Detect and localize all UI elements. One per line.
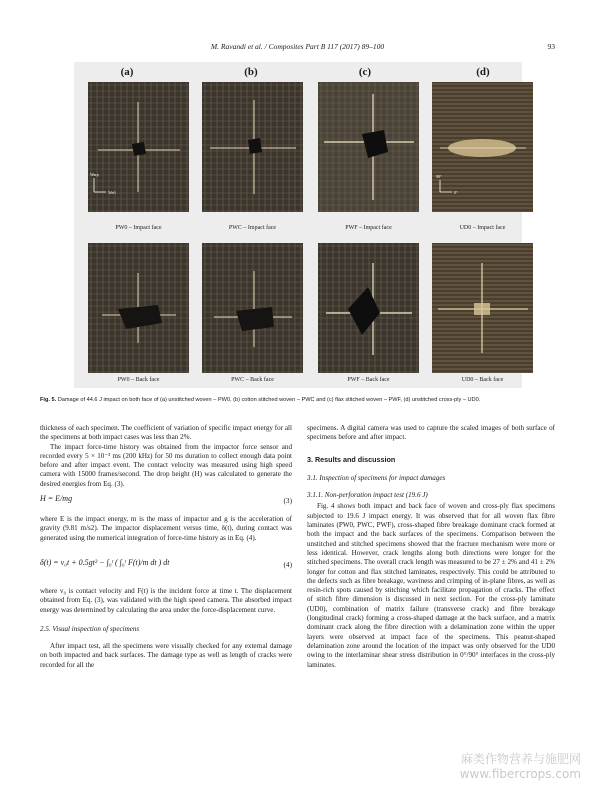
label-pwf-back: PWF – Back face xyxy=(347,377,390,383)
axis-0-label: 0° xyxy=(454,190,458,195)
right-paragraph-1: specimens. A digital camera was used to capture the scaled images of both surface of specimens before and after impact. xyxy=(307,424,555,442)
label-pwc-impact: PWC – Impact face xyxy=(228,225,277,231)
photo-pw0-back xyxy=(88,243,189,373)
photo-pwf-back xyxy=(318,243,419,373)
photo-pwf-impact xyxy=(318,82,419,212)
photo-pwc-impact xyxy=(202,82,303,212)
equation-4 xyxy=(40,548,292,582)
site-watermark xyxy=(460,752,581,782)
left-paragraph-2: The impact force-time history was obtained from the impactor force sensor and recorded every 5 × 10⁻³ ms (200 kHz) for 50 ms duration to collect enough data point before and after impact event. The contact velocity was measured using high speed camera with 15000 frames/second. The drop height (H) was calculated to generate the desired energies from Eq. (3). xyxy=(40,442,292,488)
label-pwf-impact: PWF – Impact face xyxy=(345,225,392,231)
left-column xyxy=(40,424,292,670)
running-header xyxy=(40,42,555,54)
panel-letter-d: (d) xyxy=(476,66,490,78)
left-paragraph-4: where v₀ is contact velocity and F(t) is the incident force at time t. The displacement obtained from Eq. (3), was validated with the high speed camera. The absorbed impact energy was determined by calculating the area under the force-displacement curve. xyxy=(40,586,292,614)
photo-pwc-back xyxy=(202,243,303,373)
section-3-heading: 3. Results and discussion xyxy=(307,454,396,464)
axis-warp-label: Warp xyxy=(90,172,99,177)
right-column xyxy=(307,424,555,670)
photo-ud0-impact xyxy=(432,82,533,212)
caption-text: Damage of 44.6 J impact on both face of (a) unstitched woven – PW0, (b) cotton stitched woven – PWC and (c) flax stitched woven – PWF, (d) unstitched cross-ply – UD0. xyxy=(57,397,481,403)
section-3-1-1-heading: 3.1.1. Non-perforation impact test (19.6 J) xyxy=(307,491,428,500)
photo-pw0-impact xyxy=(88,82,189,212)
page-number: 93 xyxy=(547,42,555,51)
right-paragraph-2: Fig. 4 shows both impact and back face of woven and cross-ply flax specimens subjected to 19.6 J impact energy. It was observed that for all woven flax fibre laminates (PW0, PWC, PWF), cross-shaped fibre breakage dominant crack formed at both the impact and the back surfaces of the specimens. Comparison between the unstitched and stitched specimens showed that the fracture mechanism were more or less identical. However, crack lengths along both directions were longer for the stitched specimens. The overall crack length was measured to be 27 ± 2% and 41 ± 2% longer for cotton and flax stitched laminates, respectively. This could be attributed to the defects such as fibre breakage, waviness and crimping of in-plane fibres, as well as resin-rich spots caused by stitching which facilitate propagation of cracks. The effect of stitch fibre dimension is discussed in next section. For the cross-ply laminate (UD0), combination of matrix failure (transverse crack) and fibre breakage (longitudinal crack) forming a cross-shaped damage at the back surface, and a matrix dominant crack along the fibre direction with a delamination zone within the upper layers were observed at impact face of the specimens. This peanut-shaped delamination zone around the location of the impact was only observed for the UD0 owing to the interlaminar shear stress distribution in 0°/90° interfaces in the cross-ply laminates. xyxy=(307,502,555,669)
equation-3-body: H = E/mg xyxy=(40,494,73,504)
panel-letter-c: (c) xyxy=(358,66,372,78)
left-paragraph-3: where E is the impact energy, m is the mass of impactor and g is the acceleration of gravity (9.81 m/s2). The impactor displacement versus time, δ(t), during contact was generated using the numerical integration of force-time history as in Eq. (4). xyxy=(40,515,292,542)
caption-label: Fig. 5. xyxy=(40,397,57,403)
journal-citation: M. Ravandi et al. / Composites Part B 117 (2017) 89–100 xyxy=(210,42,385,51)
axis-90-label: 90° xyxy=(436,174,442,179)
left-paragraph-1: thickness of each specimen. The coefficient of variation of specific impact energy for all the specimens at both impact cases was less than 2%. xyxy=(40,424,292,442)
equation-4-number: (4) xyxy=(283,559,292,569)
photo-ud0-back xyxy=(432,243,533,373)
label-ud0-back: UD0 – Back face xyxy=(461,377,504,383)
figure-caption xyxy=(40,396,555,404)
watermark-line-1: 麻类作物营养与施肥网 xyxy=(460,752,581,766)
label-pwc-back: PWC – Back face xyxy=(231,377,274,383)
label-pw0-impact: PW0 – Impact face xyxy=(115,225,162,231)
panel-letter-a: (a) xyxy=(120,66,134,78)
equation-3 xyxy=(40,494,292,510)
equation-3-number: (3) xyxy=(283,496,292,506)
watermark-line-2: www.fibercrops.com xyxy=(459,767,581,781)
label-pw0-back: PW0 – Back face xyxy=(117,377,160,383)
panel-letter-b: (b) xyxy=(244,66,258,78)
left-paragraph-5: After impact test, all the specimens were visually checked for any external damage on both impacted and back surfaces. The damage type as well as length of cracks were recorded for all the xyxy=(40,642,292,669)
axis-weft-label: Weft xyxy=(108,190,116,195)
label-ud0-impact: UD0 – Impact face xyxy=(459,225,506,231)
section-3-1-heading: 3.1. Inspection of specimens for impact damages xyxy=(307,473,446,482)
section-2-5-heading: 2.5. Visual inspection of specimens xyxy=(40,624,140,633)
equation-4-body: δ(t) = v₀t + 0.5gt² − ∫₀ᵗ ( ∫₀ᵗ F(t)/m dt ) dt xyxy=(40,557,170,567)
